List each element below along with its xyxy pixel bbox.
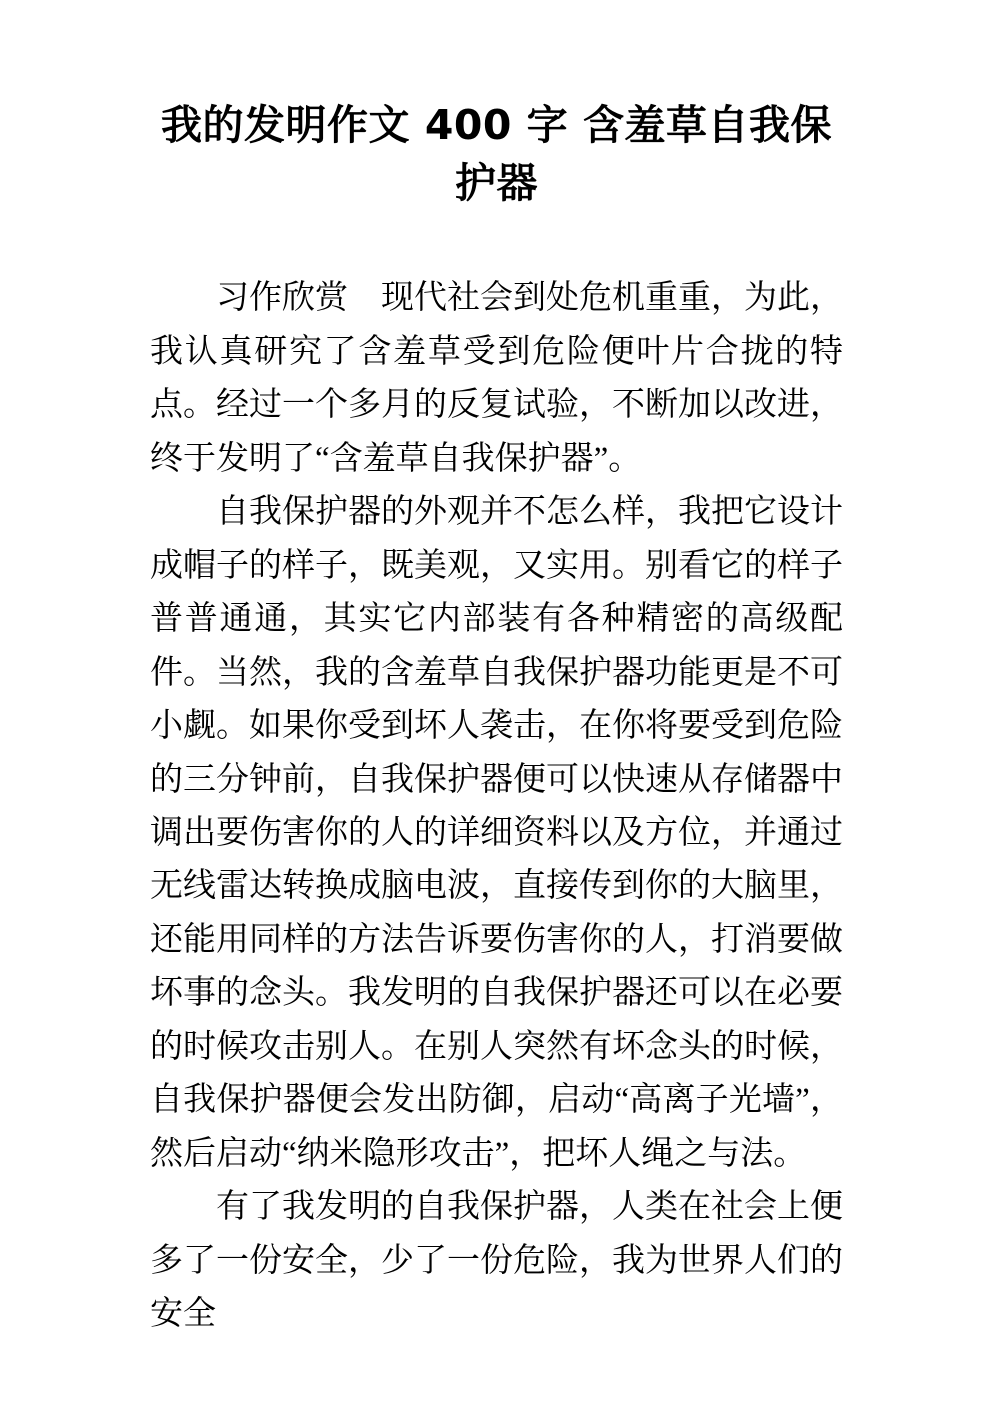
paragraph: 自我保护器的外观并不怎么样，我把它设计成帽子的样子，既美观，又实用。别看它的样子普普通通，其实它内部装有各种精密的高级配件。当然，我的含羞草自我保护器功能更是不可小觑。如果你受到坏人袭击，在你将要受到危险的三分钟前，自我保护器便可以快速从存储器中调出要伤害你的人的详细资料以及方位，并通过无线雷达转换成脑电波，直接传到你的大脑里，还能用同样的方法告诉要伤害你的人，打消要做坏事的念头。我发明的自我保护器还可以在必要的时候攻击别人。在别人突然有坏念头的时候，自我保护器便会发出防御，启动“高离子光墙”，然后启动“纳米隐形攻击”，把坏人绳之与法。 bbox=[150, 494, 843, 1172]
paragraph: 习作欣赏 现代社会到处危机重重，为此，我认真研究了含羞草受到危险便叶片合拢的特点。经过一个多月的反复试验，不断加以改进，终于发明了“含羞草自我保护器”。 bbox=[150, 280, 843, 477]
document-body bbox=[150, 272, 843, 1341]
page-title: 我的发明作文 400 字 含羞草自我保护器 bbox=[161, 101, 832, 208]
paragraph: 有了我发明的自我保护器，人类在社会上便多了一份安全，少了一份危险，我为世界人们的安全 bbox=[150, 1189, 843, 1333]
